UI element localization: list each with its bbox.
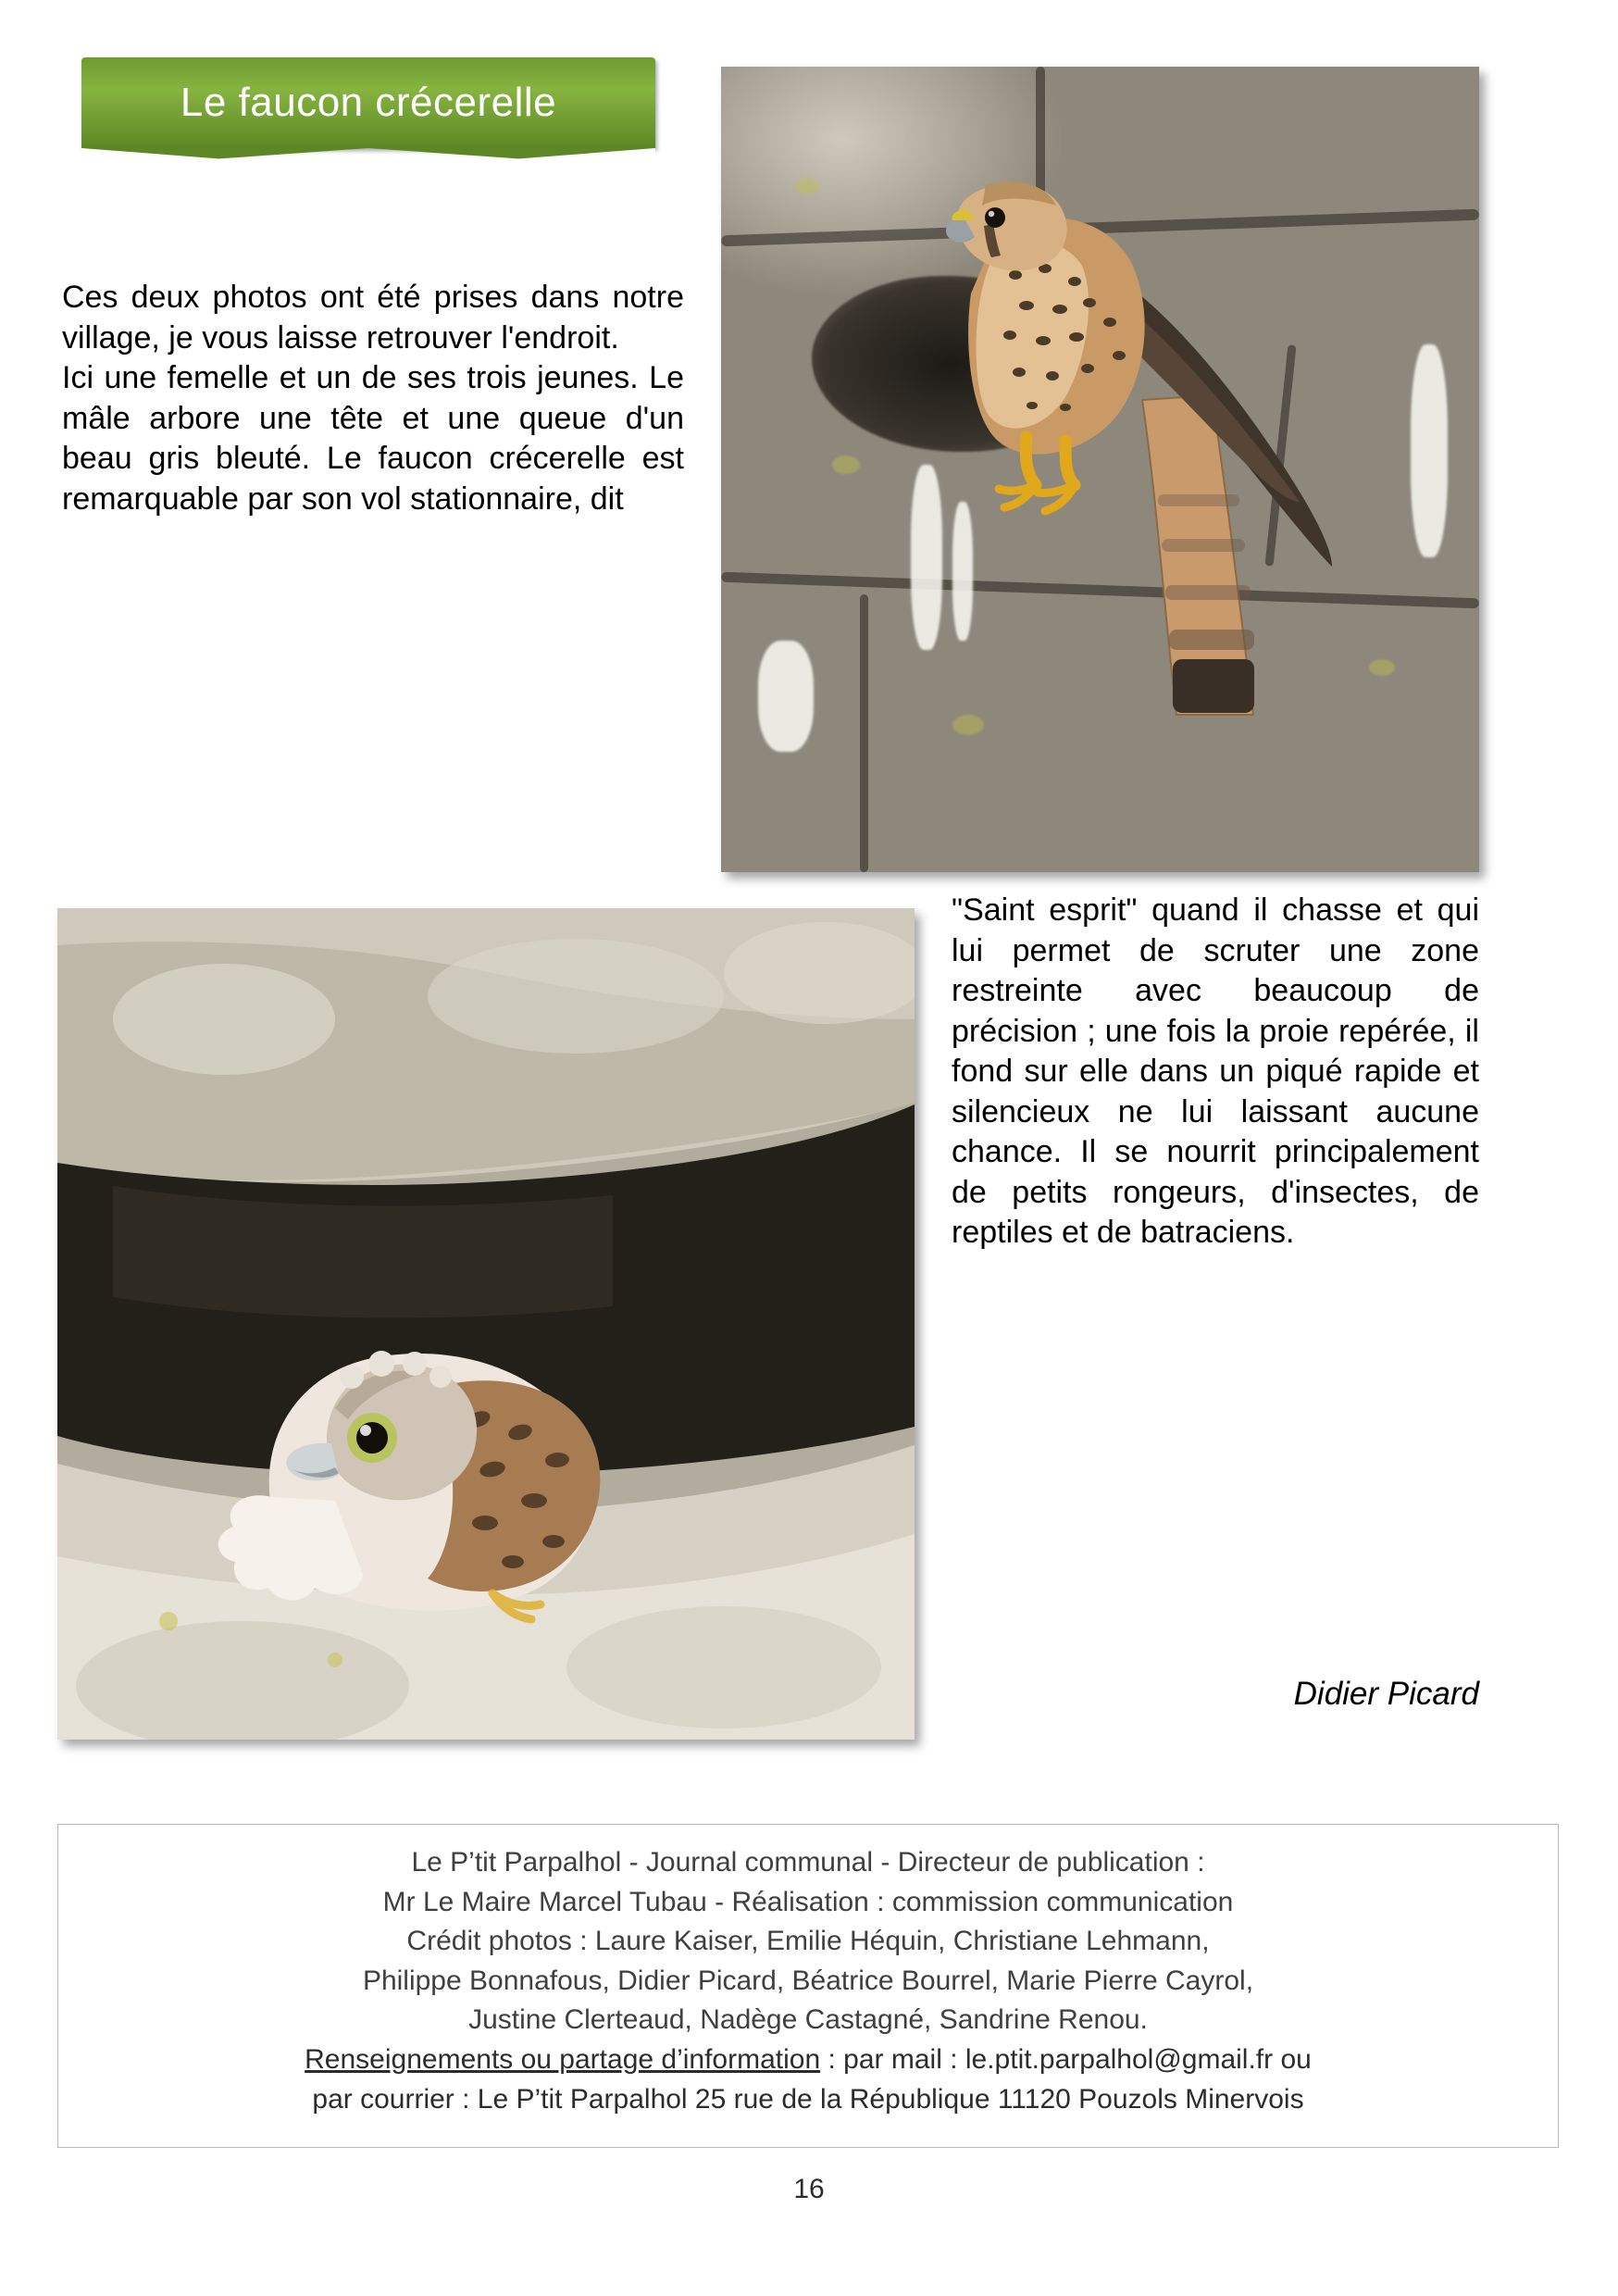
- article-signature: Didier Picard: [1293, 1676, 1479, 1712]
- page-title: Le faucon crécerelle: [180, 80, 557, 125]
- right-paragraph: "Saint esprit" quand il chasse et qui lui permet de scruter une zone restreinte avec beaucoup de précision ; une fois la proie repérée, il fond sur elle dans un piqué rapide et silencieux ne lui laissant aucune chance. Il se nourrit principalement de petits rongeurs, d'insectes, de reptiles et de batraciens.: [952, 892, 1479, 1251]
- photo-adult-kestrel: [721, 67, 1479, 872]
- footer-line-4: Philippe Bonnafous, Didier Picard, Béatrice Bourrel, Marie Pierre Cayrol,: [362, 1965, 1254, 1996]
- page-number: 16: [793, 2174, 825, 2204]
- footer-line-2: Mr Le Maire Marcel Tubau - Réalisation : commission communication: [382, 1886, 1234, 1917]
- footer-line-3: Crédit photos : Laure Kaiser, Emilie Héquin, Christiane Lehmann,: [406, 1926, 1210, 1957]
- nest-background: [57, 908, 915, 1740]
- left-paragraph-2: Ici une femelle et un de ses trois jeunes. Le mâle arbore une tête et une queue d'un beau gris bleuté. Le faucon crécerelle est remarquable par son vol stationnaire, dit: [62, 360, 684, 517]
- footer-line-5: Justine Clerteaud, Nadège Castagné, Sandrine Renou.: [468, 2004, 1148, 2036]
- footer-address-line: par courrier : Le P’tit Parpalhol 25 rue de la République 11120 Pouzols Minervois: [312, 2083, 1304, 2115]
- footer-contact-line: [58, 2040, 1558, 2080]
- chick-illustration: [57, 908, 915, 1740]
- footer-contact-rest: : par mail : le.ptit.parpalhol@gmail.fr ou: [820, 2043, 1312, 2075]
- footer-contact-label: Renseignements ou partage d’information: [305, 2043, 821, 2075]
- article-title-banner: [81, 57, 655, 168]
- footer-line-1: Le P’tit Parpalhol - Journal communal - Directeur de publication :: [411, 1847, 1205, 1878]
- kestrel-illustration: [721, 67, 1479, 872]
- photo-kestrel-chick: [57, 908, 915, 1740]
- left-paragraph-1: Ces deux photos ont été prises dans notre village, je vous laisse retrouver l'endroit.: [62, 280, 684, 356]
- article-left-column: [62, 278, 684, 519]
- article-right-column: [952, 891, 1479, 1254]
- footer-box: [57, 1824, 1559, 2148]
- rock-wall-background: [721, 67, 1479, 872]
